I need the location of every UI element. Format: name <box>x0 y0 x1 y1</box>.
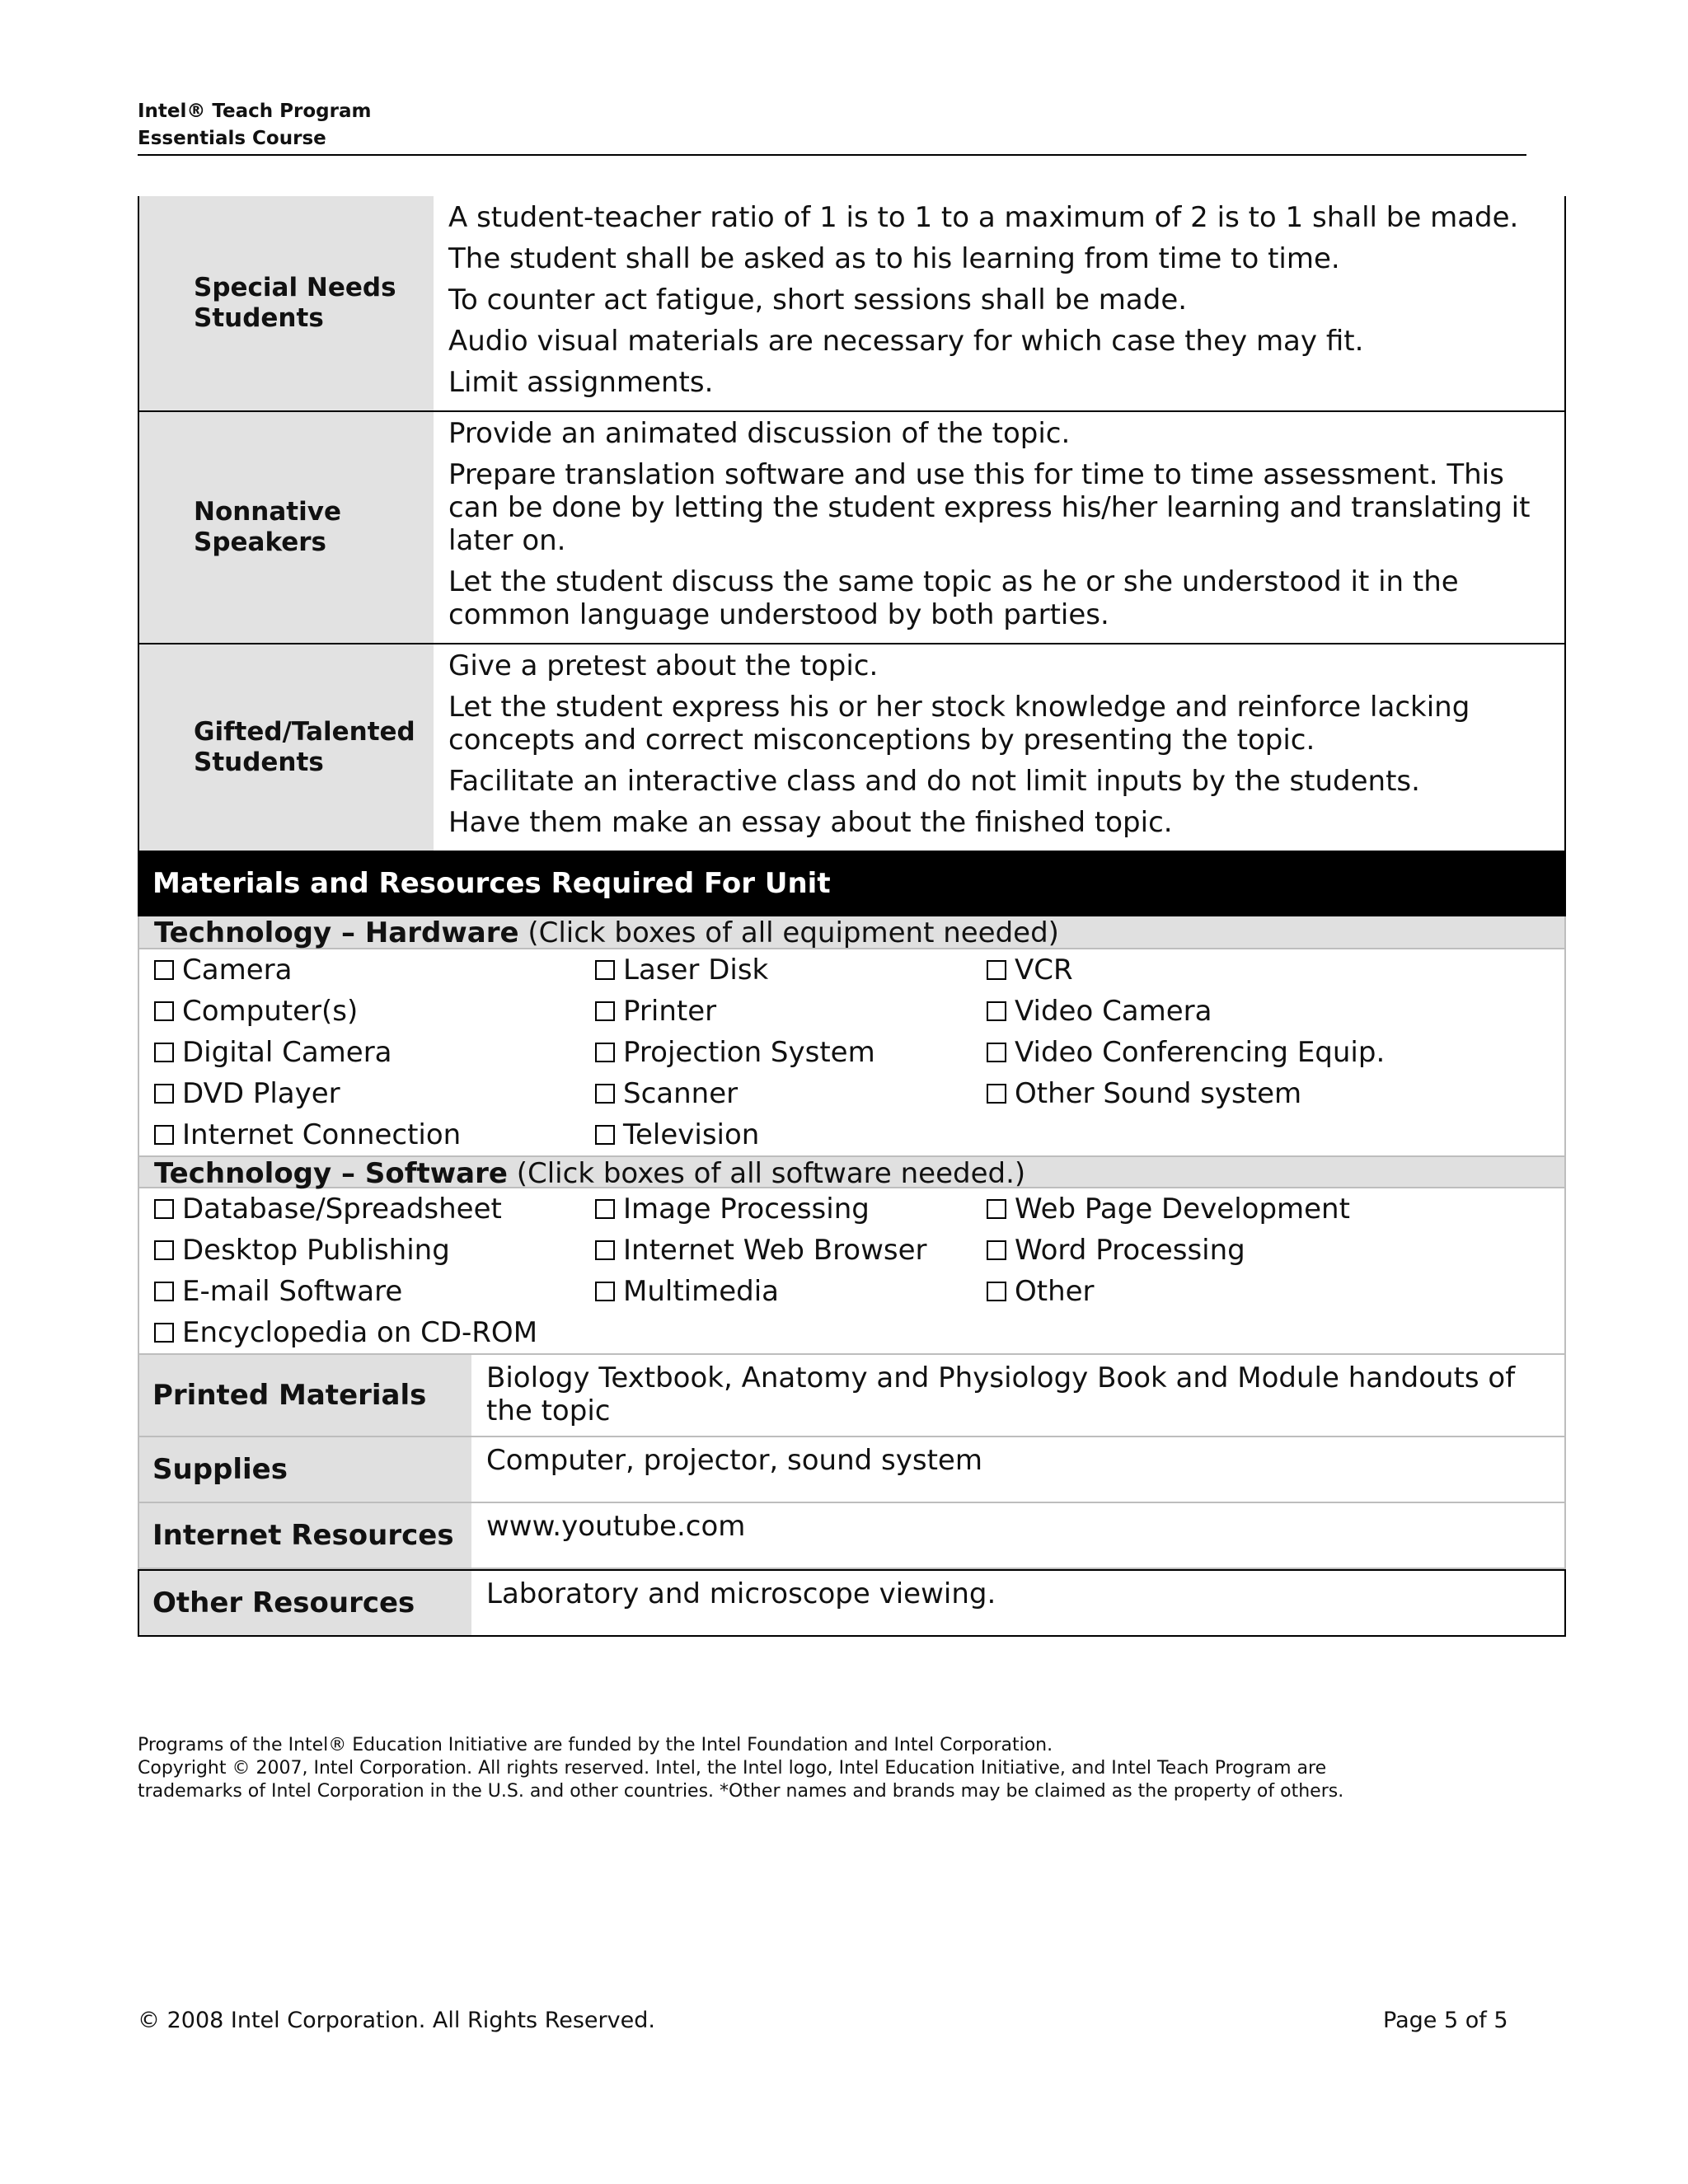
checkbox[interactable] <box>154 1240 174 1260</box>
software-subheading: Technology – Software (Click boxes of all software needed.) <box>138 1155 1566 1188</box>
strategy-label: Nonnative Speakers <box>139 412 434 643</box>
strategy-content <box>434 412 1564 643</box>
strategy-item: Audio visual materials are necessary for which case they may fit. <box>448 325 1364 358</box>
strategy-item: Limit assignments. <box>448 366 714 399</box>
strategy-row-nonnative <box>138 412 1566 644</box>
hardware-option[interactable]: Television <box>595 1114 987 1155</box>
strategy-label: Gifted/Talented Students <box>139 644 434 851</box>
checkbox[interactable] <box>154 960 174 980</box>
strategy-item: To counter act fatigue, short sessions shall be made. <box>448 284 1188 316</box>
checkbox[interactable] <box>154 1125 174 1145</box>
checkbox[interactable] <box>154 1043 174 1062</box>
resource-value: Computer, projector, sound system <box>486 1444 982 1477</box>
strategy-row-gifted <box>138 644 1566 851</box>
checkbox[interactable] <box>595 1240 615 1260</box>
checkbox[interactable] <box>595 1282 615 1301</box>
checkbox[interactable] <box>154 1199 174 1219</box>
strategy-item: Let the student discuss the same topic as he or she understood it in the common language understood by both parties. <box>448 565 1459 631</box>
resource-row-internet <box>138 1503 1566 1569</box>
resource-row-supplies <box>138 1437 1566 1503</box>
strategy-content <box>434 196 1564 410</box>
resource-label: Other Resources <box>139 1571 471 1635</box>
checkbox[interactable] <box>987 960 1006 980</box>
page-header <box>138 98 1526 156</box>
software-option[interactable]: Database/Spreadsheet <box>154 1188 595 1230</box>
software-option[interactable]: E-mail Software <box>154 1271 595 1312</box>
resource-label: Supplies <box>139 1437 471 1502</box>
strategy-content <box>434 644 1564 851</box>
software-option[interactable]: Encyclopedia on CD-ROM <box>154 1312 595 1353</box>
checkbox[interactable] <box>595 1043 615 1062</box>
checkbox[interactable] <box>987 1043 1006 1062</box>
strategy-item: Have them make an essay about the finished topic. <box>448 806 1173 839</box>
hardware-checklist <box>138 949 1566 1155</box>
hardware-option[interactable]: VCR <box>987 949 1564 991</box>
hardware-option[interactable]: Internet Connection <box>154 1114 595 1155</box>
software-option[interactable]: Other <box>987 1271 1564 1312</box>
checkbox[interactable] <box>595 1001 615 1021</box>
checkbox[interactable] <box>987 1199 1006 1219</box>
software-option[interactable]: Image Processing <box>595 1188 987 1230</box>
checkbox[interactable] <box>154 1084 174 1104</box>
page-number: Page 5 of 5 <box>1383 2008 1508 2033</box>
strategy-label: Special Needs Students <box>139 196 434 410</box>
checkbox[interactable] <box>987 1282 1006 1301</box>
hardware-option[interactable]: Video Camera <box>987 991 1564 1032</box>
resources-table <box>138 1353 1566 1637</box>
resource-value: Laboratory and microscope viewing. <box>486 1577 996 1610</box>
checkbox[interactable] <box>154 1282 174 1301</box>
hardware-option[interactable]: Other Sound system <box>987 1073 1564 1114</box>
strategy-item: Give a pretest about the topic. <box>448 649 879 682</box>
strategy-item: Facilitate an interactive class and do not limit inputs by the students. <box>448 765 1420 798</box>
header-program: Intel® Teach Program <box>138 101 372 122</box>
resource-row-printed <box>138 1355 1566 1437</box>
checkbox[interactable] <box>987 1240 1006 1260</box>
strategy-row-special-needs <box>138 196 1566 412</box>
unit-plan-table <box>138 196 1566 1637</box>
strategy-item: The student shall be asked as to his learning from time to time. <box>448 242 1340 275</box>
hardware-option[interactable]: Camera <box>154 949 595 991</box>
checkbox[interactable] <box>595 1125 615 1145</box>
strategy-item: Prepare translation software and use this for time to time assessment. This can be done by letting the student express his/her learning and translating it later on. <box>448 458 1531 557</box>
checkbox[interactable] <box>595 1084 615 1104</box>
hardware-option[interactable]: Digital Camera <box>154 1032 595 1073</box>
hardware-subheading: Technology – Hardware (Click boxes of all equipment needed) <box>138 916 1566 949</box>
software-option[interactable]: Internet Web Browser <box>595 1230 987 1271</box>
header-course: Essentials Course <box>138 128 326 149</box>
resource-label: Printed Materials <box>139 1355 471 1436</box>
checkbox[interactable] <box>154 1323 174 1343</box>
strategy-item: Provide an animated discussion of the topic. <box>448 417 1071 450</box>
resource-value: www.youtube.com <box>486 1510 746 1543</box>
legal-notice: Programs of the Intel® Education Initiative are funded by the Intel Foundation and Intel Corporation. Copyright © 2007, Intel Corporation. All rights reserved. Intel, the Intel logo, Intel Education Initiative, and Intel Teach Program are trademarks of Intel Corporation in the U.S. and other countries. *Other names and brands may be claimed as the property of others. <box>138 1735 1344 1802</box>
strategy-item: A student-teacher ratio of 1 is to 1 to a maximum of 2 is to 1 shall be made. <box>448 201 1519 234</box>
software-option[interactable]: Multimedia <box>595 1271 987 1312</box>
resource-value: Biology Textbook, Anatomy and Physiology Book and Module handouts of the topic <box>486 1361 1516 1427</box>
software-option[interactable]: Web Page Development <box>987 1188 1564 1230</box>
strategy-item: Let the student express his or her stock knowledge and reinforce lacking concepts and correct misconceptions by presenting the topic. <box>448 691 1470 757</box>
hardware-option[interactable]: Video Conferencing Equip. <box>987 1032 1564 1073</box>
software-option[interactable]: Word Processing <box>987 1230 1564 1271</box>
hardware-option[interactable]: DVD Player <box>154 1073 595 1114</box>
materials-section-title: Materials and Resources Required For Unit <box>138 851 1566 916</box>
checkbox[interactable] <box>987 1001 1006 1021</box>
checkbox[interactable] <box>154 1001 174 1021</box>
software-checklist <box>138 1188 1566 1353</box>
checkbox[interactable] <box>595 960 615 980</box>
checkbox[interactable] <box>987 1084 1006 1104</box>
hardware-option[interactable]: Projection System <box>595 1032 987 1073</box>
copyright-footer: © 2008 Intel Corporation. All Rights Reserved. <box>138 2008 655 2033</box>
resource-label: Internet Resources <box>139 1503 471 1568</box>
resource-row-other <box>138 1569 1566 1637</box>
software-option[interactable]: Desktop Publishing <box>154 1230 595 1271</box>
hardware-option[interactable]: Computer(s) <box>154 991 595 1032</box>
checkbox[interactable] <box>595 1199 615 1219</box>
hardware-option[interactable]: Scanner <box>595 1073 987 1114</box>
hardware-option[interactable]: Laser Disk <box>595 949 987 991</box>
hardware-option[interactable]: Printer <box>595 991 987 1032</box>
